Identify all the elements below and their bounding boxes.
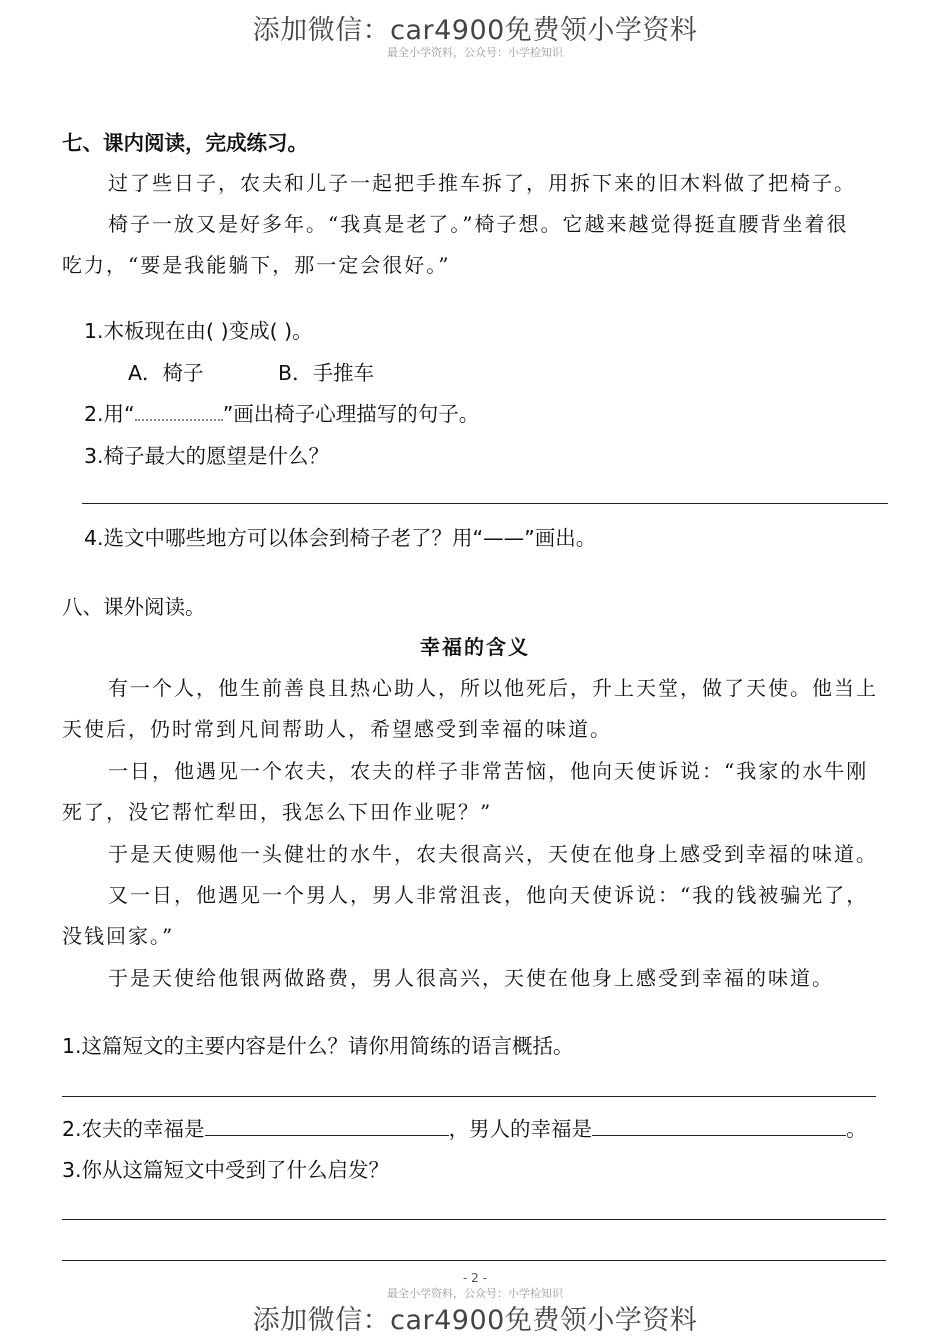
section7-heading: 七、课内阅读，完成练习。 (62, 131, 308, 155)
wavy-line-sample (135, 405, 223, 421)
question-2-part-c: 。 (846, 1117, 867, 1141)
passage-title: 幸福的含义 (420, 635, 530, 659)
option-b: B．手推车 (278, 361, 375, 385)
footer-subtitle: 最全小学资料，公众号：小学检知识 (387, 1287, 563, 1300)
section8-paragraph: 一日，他遇见一个农夫，农夫的样子非常苦恼，他向天使诉说：“我家的水牛刚 (108, 759, 869, 783)
section8-paragraph: 没钱回家。” (62, 924, 175, 948)
question-2-part-b: ，男人的幸福是 (448, 1117, 593, 1141)
section8-paragraph: 死了，没它帮忙犁田，我怎么下田作业呢？” (62, 800, 493, 824)
section8-paragraph: 有一个人，他生前善良且热心助人，所以他死后，升上天堂，做了天使。他当上 (108, 676, 878, 700)
blank-farmer-happiness[interactable] (205, 1119, 449, 1136)
question-2-suffix: ”画出椅子心理描写的句子。 (222, 402, 480, 426)
section7-paragraph: 过了些日子，农夫和儿子一起把手推车拆了，用拆下来的旧木料做了把椅子。 (108, 171, 856, 195)
section8-paragraph: 又一日，他遇见一个男人，男人非常沮丧，他向天使诉说：“我的钱被骗光了， (108, 883, 869, 907)
header-subtitle: 最全小学资料，公众号：小学检知识 (387, 46, 563, 59)
section8-heading: 八、课外阅读。 (62, 595, 206, 619)
question-2-part-a: 2.农夫的幸福是 (62, 1117, 205, 1141)
answer-line[interactable] (62, 1096, 876, 1097)
section8-question-2 (62, 1112, 867, 1142)
answer-line[interactable] (62, 1260, 886, 1261)
section8-paragraph: 于是天使给他银两做路费，男人很高兴，天使在他身上感受到幸福的味道。 (108, 966, 834, 990)
section7-question-4: 4.选文中哪些地方可以体会到椅子老了？用“——”画出。 (84, 526, 597, 550)
section8-paragraph: 于是天使赐他一头健壮的水牛，农夫很高兴，天使在他身上感受到幸福的味道。 (108, 842, 878, 866)
page-number: - 2 - (463, 1271, 487, 1285)
answer-line[interactable] (82, 503, 888, 504)
section7-paragraph: 吃力，“要是我能躺下，那一定会很好。” (62, 253, 451, 277)
section8-question-1: 1.这篇短文的主要内容是什么？请你用简练的语言概括。 (62, 1034, 574, 1058)
header-watermark: 添加微信：car4900免费领小学资料 (252, 15, 698, 46)
answer-line[interactable] (62, 1219, 886, 1220)
option-a: A．椅子 (128, 361, 204, 385)
section7-question-3: 3.椅子最大的愿望是什么？ (84, 444, 330, 468)
section7-paragraph: 椅子一放又是好多年。“我真是老了。”椅子想。它越来越觉得挺直腰背坐着很 (108, 212, 849, 236)
section7-question-2 (84, 397, 479, 427)
section8-paragraph: 天使后，仍时常到凡间帮助人，希望感受到幸福的味道。 (62, 717, 612, 741)
blank-man-happiness[interactable] (592, 1119, 846, 1136)
footer-watermark: 添加微信：car4900免费领小学资料 (252, 1305, 698, 1336)
section7-question-1: 1.木板现在由( )变成( )。 (84, 319, 313, 343)
section8-question-3: 3.你从这篇短文中受到了什么启发？ (62, 1158, 390, 1182)
question-2-prefix: 2.用“ (84, 402, 135, 426)
